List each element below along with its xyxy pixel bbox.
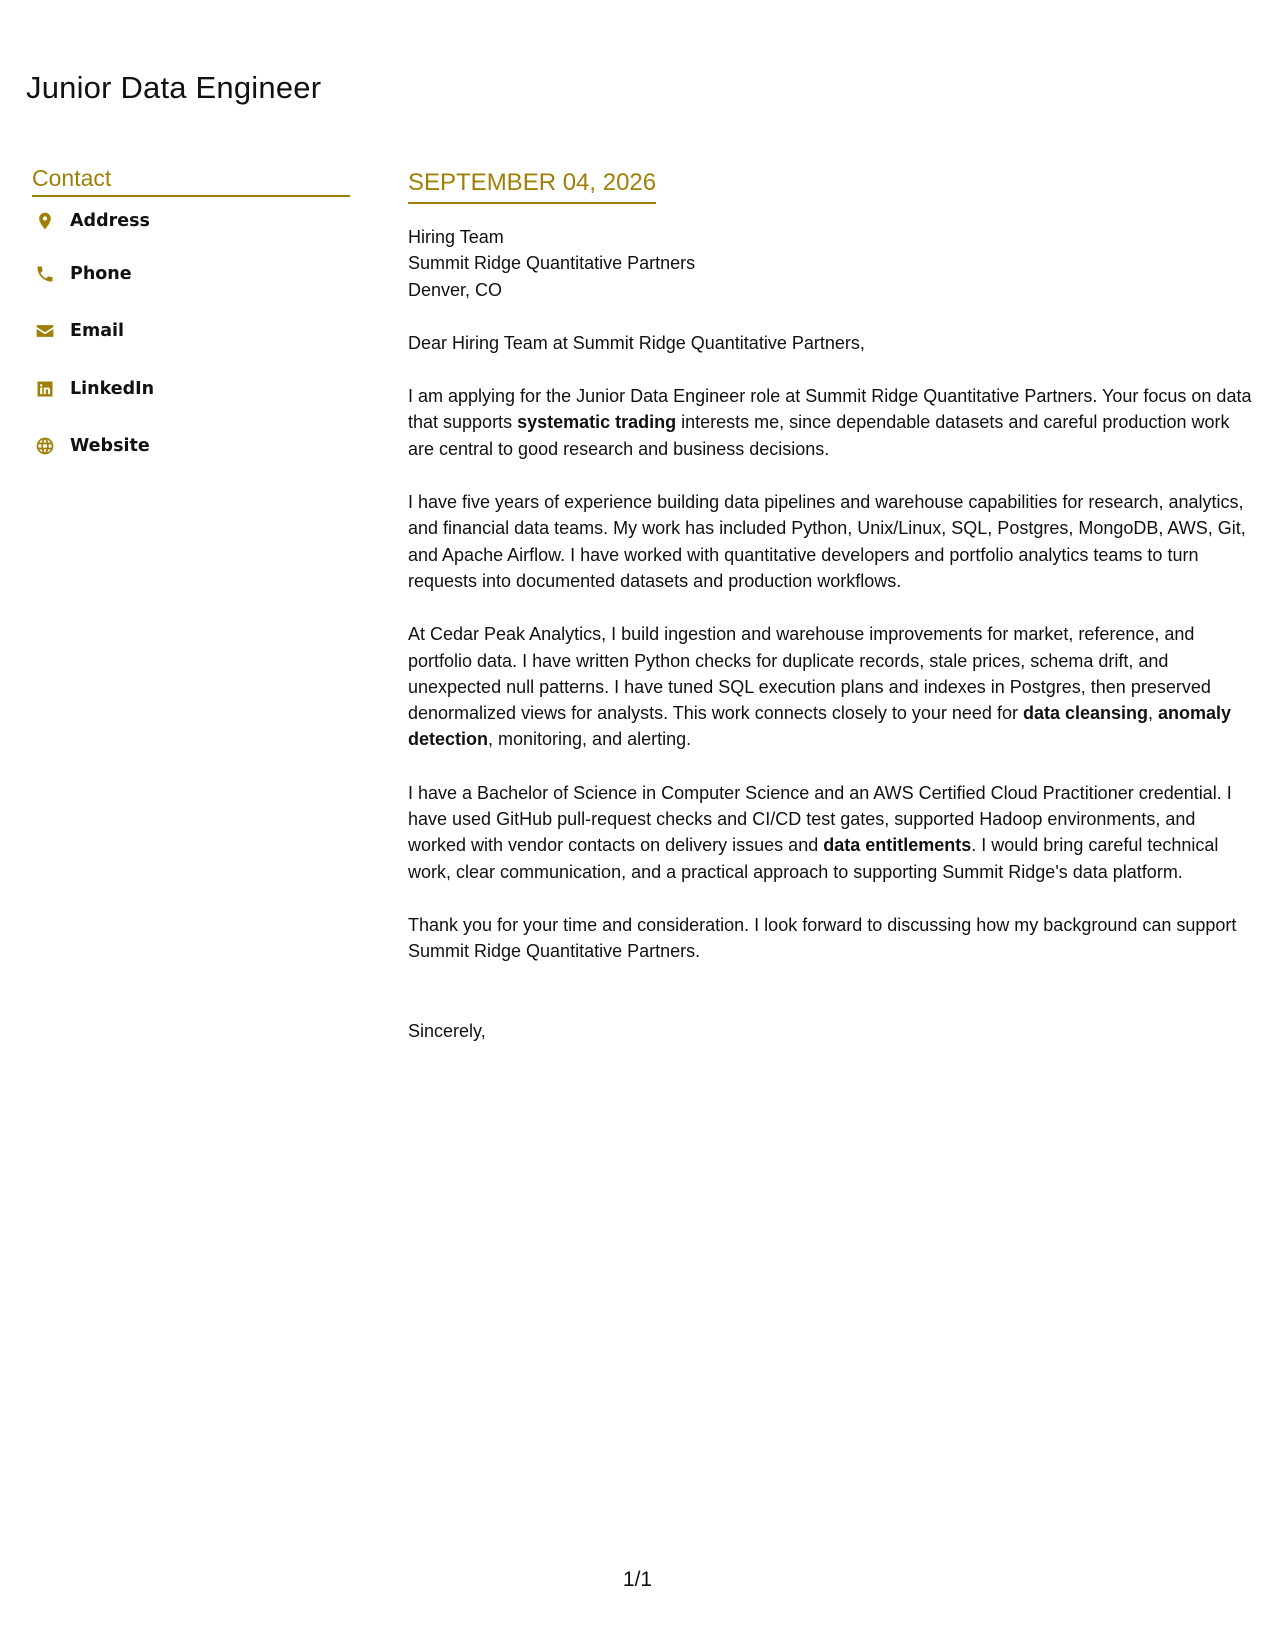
- contact-label-phone: Phone: [70, 263, 132, 284]
- recipient-line: Hiring Team: [408, 227, 504, 247]
- contact-item-linkedin[interactable]: [32, 360, 350, 418]
- map-pin-icon: [34, 210, 56, 232]
- cover-letter: [408, 168, 1253, 1044]
- paragraph-text: , monitoring, and alerting.: [488, 729, 692, 750]
- salutation: Dear Hiring Team at Summit Ridge Quantitative Partners,: [408, 332, 865, 353]
- paragraph-education: [408, 780, 1253, 885]
- paragraph-text: I have a Bachelor of Science in Computer Science and an AWS Certified Cloud Practitioner credential. I have used GitHub pull-request checks and CI/CD test gates, supported Hadoop environments, and worked with vendor contacts on delivery issues and: [408, 782, 1232, 856]
- contact-item-phone[interactable]: [32, 245, 350, 303]
- contact-item-address[interactable]: [32, 197, 350, 245]
- paragraph-thanks: Thank you for your time and consideration. I look forward to discussing how my background can support Summit Ridge Quantitative Partners.: [408, 914, 1237, 962]
- contact-item-email[interactable]: [32, 303, 350, 361]
- phone-icon: [34, 263, 56, 285]
- contact-label-linkedin: LinkedIn: [70, 378, 155, 399]
- contact-list: [32, 197, 350, 475]
- emphasis-text: data entitlements: [823, 835, 972, 856]
- letter-date: SEPTEMBER 04, 2026: [408, 168, 656, 204]
- contact-sidebar: [32, 165, 350, 475]
- paragraph-text: interests me, since dependable datasets and careful production work are central to good research and business decisions.: [408, 412, 1230, 459]
- paragraph-current-role: [408, 621, 1253, 752]
- globe-icon: [34, 435, 56, 457]
- page-title: Junior Data Engineer: [26, 70, 322, 105]
- envelope-icon: [34, 320, 56, 342]
- contact-heading: Contact: [32, 165, 350, 197]
- paragraph-text: ,: [1148, 703, 1159, 724]
- contact-label-website: Website: [70, 436, 150, 457]
- contact-label-address: Address: [70, 211, 150, 231]
- paragraph-intro: [408, 383, 1253, 462]
- emphasis-text: systematic trading: [517, 412, 677, 433]
- page-number: 1/1: [622, 1568, 653, 1591]
- recipient-block: [408, 224, 1253, 303]
- recipient-company: Summit Ridge Quantitative Partners: [408, 253, 696, 274]
- emphasis-text: data cleansing: [1022, 703, 1148, 724]
- contact-item-website[interactable]: [32, 418, 350, 476]
- paragraph-text: At Cedar Peak Analytics, I build ingestion and warehouse improvements for market, reference, and portfolio data. I have written Python checks for duplicate records, stale prices, schema drift, and unexpected null patterns. I have tuned SQL execution plans and indexes in Postgres, then preserved denormalized views for analysts. This work connects closely to your need for: [408, 624, 1211, 724]
- paragraph-text: . I would bring careful technical work, clear communication, and a practical approach to supporting Summit Ridge's data platform.: [408, 835, 1219, 882]
- emphasis-text: anomaly detection: [408, 703, 1232, 750]
- paragraph-experience: I have five years of experience building data pipelines and warehouse capabilities for research, analytics, and financial data teams. My work has included Python, Unix/Linux, SQL, Postgres, MongoDB, AWS, Git, and Apache Airflow. I have worked with quantitative developers and portfolio analytics teams to turn requests into documented datasets and production workflows.: [408, 492, 1246, 591]
- closing: Sincerely,: [408, 1020, 486, 1041]
- paragraph-text: I am applying for the Junior Data Engineer role at Summit Ridge Quantitative Partners. Your focus on data that supports: [408, 386, 1252, 433]
- recipient-location: Denver, CO: [408, 279, 503, 300]
- contact-label-email: Email: [70, 321, 124, 342]
- linkedin-icon: [34, 378, 56, 400]
